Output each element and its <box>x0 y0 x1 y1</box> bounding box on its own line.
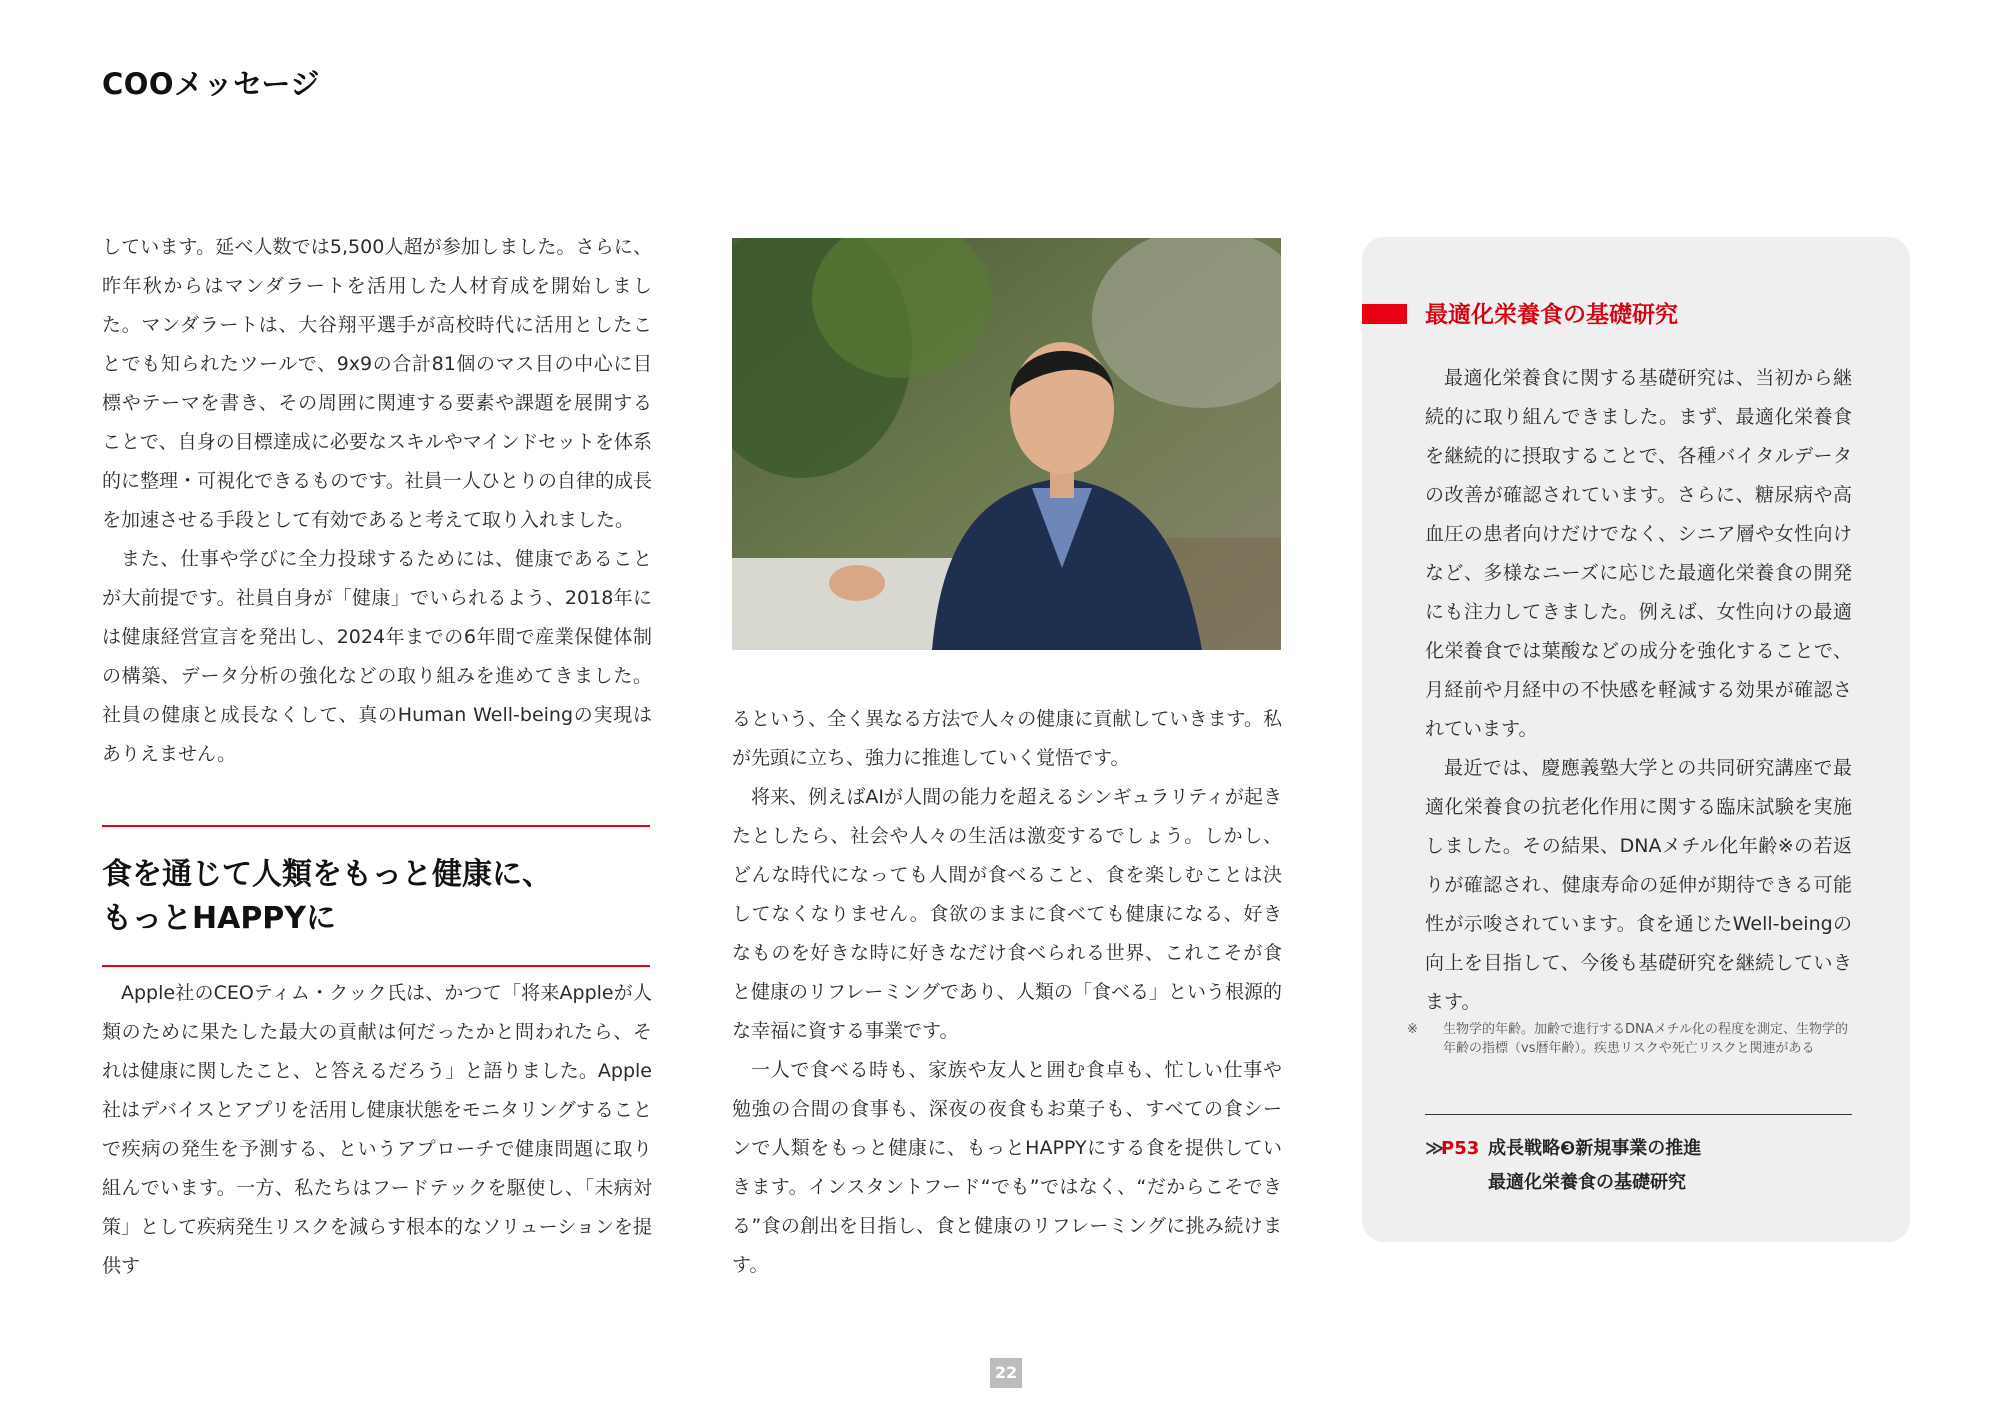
footnote-mark: ※ <box>1407 1022 1418 1037</box>
portrait-photo <box>732 238 1281 650</box>
headline-line-2: もっとHAPPYに <box>102 901 337 936</box>
left-column-text-2 <box>102 974 652 1286</box>
paragraph: 一人で食べる時も、家族や友人と囲む食卓も、忙しい仕事や勉強の合間の食事も、深夜の夜食もお菓子も、すべての食シーンで人類をもっと健康に、もっとHAPPYにする食を提供していきます。インスタントフード“でも”ではなく、“だからこそできる”食の創出を目指し、食と健康のリフレーミングに挑み続けます。 <box>732 1059 1282 1276</box>
reference-page: P53 <box>1441 1138 1480 1159</box>
sidebar-text <box>1425 359 1852 1022</box>
reference-line-1: 成長戦略❸新規事業の推進 <box>1488 1138 1702 1159</box>
footnote <box>1407 1020 1852 1058</box>
paragraph: 将来、例えばAIが人間の能力を超えるシンギュラリティが起きたとしたら、社会や人々の生活は激変するでしょう。しかし、どんな時代になっても人間が食べること、食を楽しむことは決してなくなりません。食欲のままに食べても健康になる、好きなものを好きな時に好きなだけ食べられる世界、これこそが食と健康のリフレーミングであり、人類の「食べる」という根源的な幸福に資する事業です。 <box>732 786 1282 1042</box>
paragraph: Apple社のCEOティム・クック氏は、かつて「将来Appleが人類のために果たした最大の貢献は何だったかと問われたら、それは健康に関したこと、と答えるだろう」と語りました。Apple社はデバイスとアプリを活用し健康状態をモニタリングすることで疾病の発生を予測する、というアプローチで健康問題に取り組んでいます。一方、私たちはフードテックを駆使し、「未病対策」として疾病発生リスクを減らす根本的なソリューションを提供す <box>102 982 652 1277</box>
double-chevron-right-icon: ≫ <box>1425 1138 1444 1159</box>
headline <box>102 827 650 965</box>
left-column-text <box>102 228 652 774</box>
sidebar-title: 最適化栄養食の基礎研究 <box>1425 302 1678 328</box>
reference-line-2: 最適化栄養食の基礎研究 <box>1488 1172 1686 1193</box>
divider-bottom <box>102 965 650 967</box>
middle-column-text <box>732 700 1282 1285</box>
section-label: COOメッセージ <box>102 67 320 101</box>
paragraph: また、仕事や学びに全力投球するためには、健康であることが大前提です。社員自身が「健康」でいられるよう、2018年には健康経営宣言を発出し、2024年までの6年間で産業保健体制の構築、データ分析の強化などの取り組みを進めてきました。社員の健康と成長なくして、真のHuman Well-beingの実現はありえません。 <box>102 548 652 765</box>
paragraph: しています。延べ人数では5,500人超が参加しました。さらに、昨年秋からはマンダラートを活用した人材育成を開始しました。マンダラートは、大谷翔平選手が高校時代に活用としたことでも知られたツールで、9x9の合計81個のマス目の中心に目標やテーマを書き、その周囲に関連する要素や課題を展開することで、自身の目標達成に必要なスキルやマインドセットを体系的に整理・可視化できるものです。社員一人ひとりの自律的成長を加速させる手段として有効であると考えて取り入れました。 <box>102 236 652 531</box>
headline-block <box>102 825 650 967</box>
footnote-text: 生物学的年齢。加齢で進行するDNAメチル化の程度を測定、生物学的年齢の指標（vs暦年齢）。疾患リスクや死亡リスクと関連がある <box>1443 1022 1848 1056</box>
headline-line-1: 食を通じて人類をもっと健康に、 <box>102 857 552 892</box>
paragraph: 最適化栄養食に関する基礎研究は、当初から継続的に取り組んできました。まず、最適化栄養食を継続的に摂取することで、各種バイタルデータの改善が確認されています。さらに、糖尿病や高血圧の患者向けだけでなく、シニア層や女性向けなど、多様なニーズに応じた最適化栄養食の開発にも注力してきました。例えば、女性向けの最適化栄養食では葉酸などの成分を強化することで、月経前や月経中の不快感を軽減する効果が確認されています。 <box>1425 367 1852 740</box>
page-number: 22 <box>990 1358 1022 1388</box>
paragraph: 最近では、慶應義塾大学との共同研究講座で最適化栄養食の抗老化作用に関する臨床試験を実施しました。その結果、DNAメチル化年齢※の若返りが確認され、健康寿命の延伸が期待できる可能性が示唆されています。食を通じたWell-beingの向上を目指して、今後も基礎研究を継続していきます。 <box>1425 757 1852 1013</box>
sidebar-title-marker <box>1362 304 1407 324</box>
sidebar-divider <box>1425 1114 1852 1115</box>
paragraph: るという、全く異なる方法で人々の健康に貢献していきます。私が先頭に立ち、強力に推進していく覚悟です。 <box>732 708 1282 769</box>
